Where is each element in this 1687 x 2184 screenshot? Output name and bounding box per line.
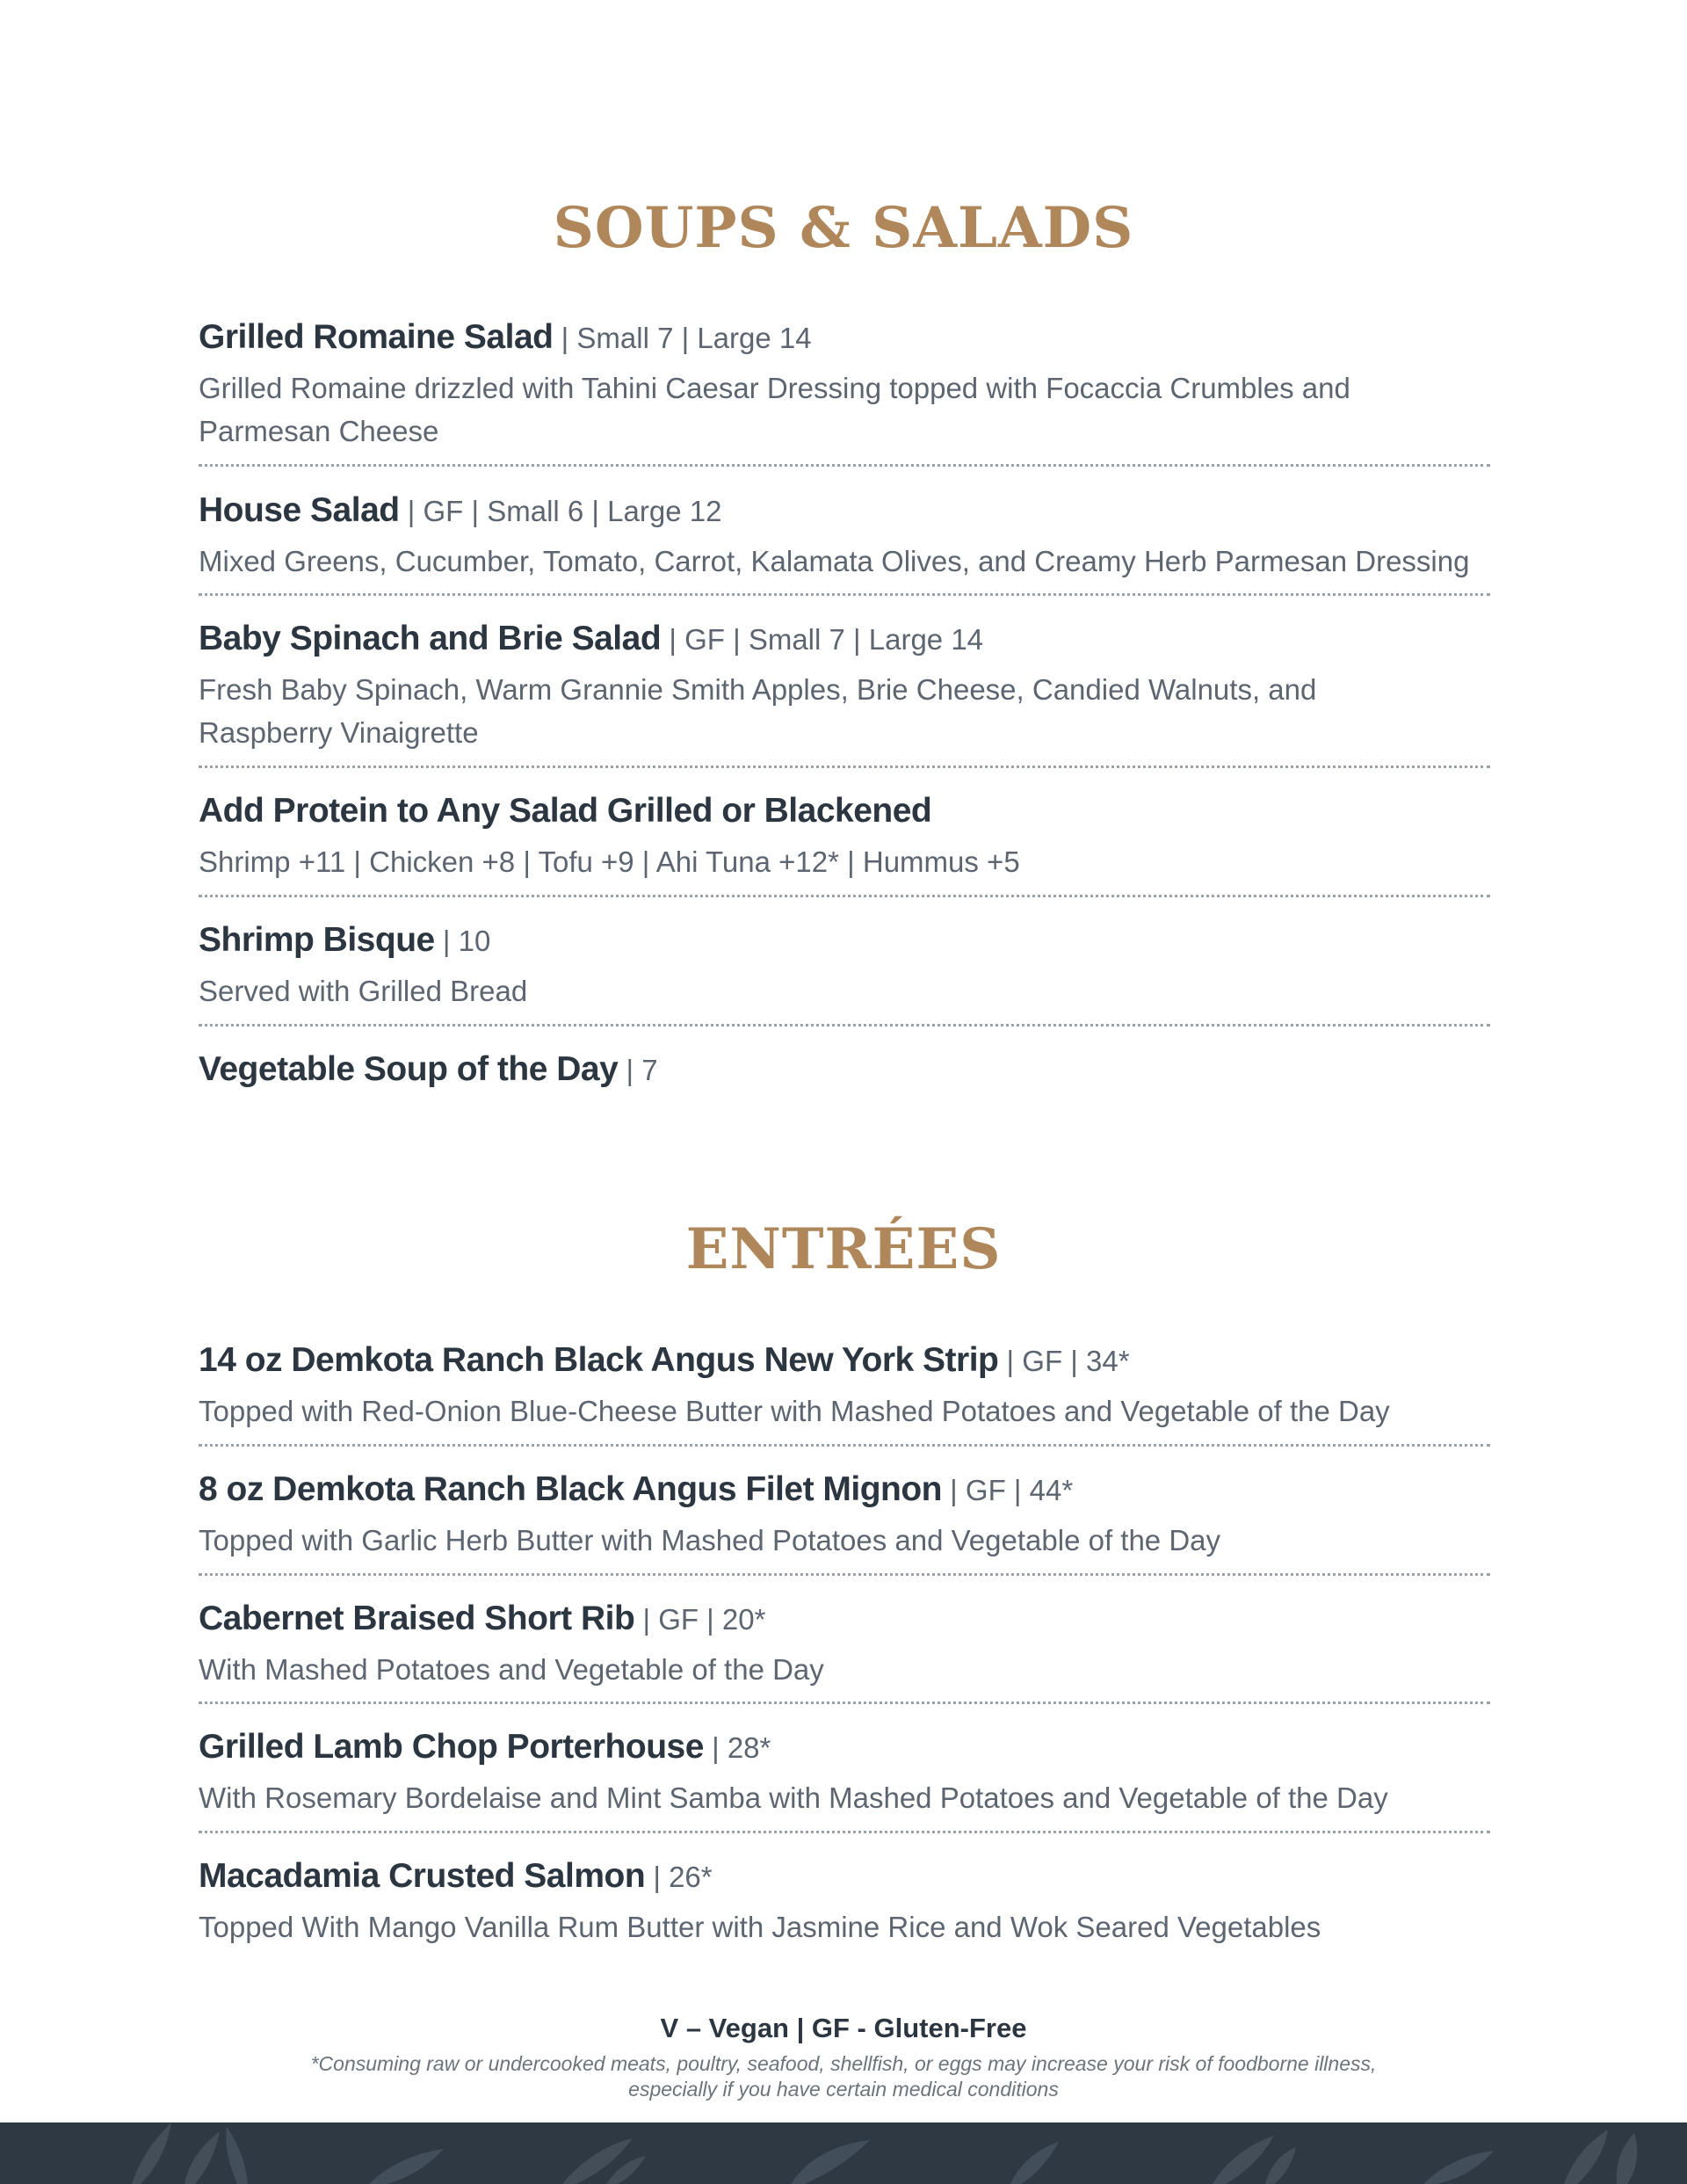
- food-safety-disclaimer: [264, 2051, 1423, 2102]
- dietary-legend: V – Vegan | GF - Gluten-Free: [660, 2013, 1027, 2043]
- entrees-title: ENTRÉES: [685, 1216, 1002, 1282]
- item-description-line: Topped with Garlic Herb Butter with Mashed Potatoes and Vegetable of the Day: [199, 1524, 1221, 1556]
- item-price: | 7: [618, 1054, 658, 1086]
- item-price: | GF | Small 6 | Large 12: [399, 495, 722, 527]
- item-price: | Small 7 | Large 14: [553, 322, 812, 354]
- item-price: | GF | 20*: [634, 1603, 766, 1636]
- item-price: | GF | 44*: [942, 1474, 1074, 1506]
- menu-item: [199, 919, 1490, 1012]
- item-price: | GF | Small 7 | Large 14: [661, 623, 984, 656]
- item-description: [199, 840, 1490, 883]
- item-name: Baby Spinach and Brie Salad: [199, 620, 662, 657]
- item-name: 14 oz Demkota Ranch Black Angus New York Strip: [199, 1341, 999, 1379]
- item-name: Macadamia Crusted Salmon: [199, 1857, 646, 1895]
- dotted-divider: [199, 593, 1490, 596]
- menu-item: [199, 790, 1490, 883]
- item-price: | 28*: [703, 1731, 771, 1764]
- menu-item: [199, 1048, 1490, 1098]
- item-description: [199, 366, 1490, 453]
- item-price: | GF | 34*: [998, 1345, 1130, 1377]
- item-description-line: Topped With Mango Vanilla Rum Butter with Jasmine Rice and Wok Seared Vegetables: [199, 1911, 1321, 1943]
- item-description-line: With Mashed Potatoes and Vegetable of the Day: [199, 1653, 824, 1686]
- item-price: | 26*: [645, 1861, 713, 1893]
- dotted-divider: [199, 1573, 1490, 1576]
- item-description-line: With Rosemary Bordelaise and Mint Samba with Mashed Potatoes and Vegetable of the Day: [199, 1781, 1388, 1814]
- menu-item: [199, 1339, 1490, 1433]
- dotted-divider: [199, 895, 1490, 897]
- item-description: [199, 1776, 1490, 1819]
- item-name: Cabernet Braised Short Rib: [199, 1600, 635, 1637]
- item-name: House Salad: [199, 491, 400, 529]
- dotted-divider: [199, 1701, 1490, 1704]
- menu-item: [199, 1726, 1490, 1819]
- item-description-line: Mixed Greens, Cucumber, Tomato, Carrot, Kalamata Olives, and Creamy Herb Parmesan Dressing: [199, 545, 1470, 577]
- dotted-divider: [199, 1444, 1490, 1447]
- item-description: [199, 668, 1490, 754]
- item-name: 8 oz Demkota Ranch Black Angus Filet Mignon: [199, 1470, 943, 1508]
- item-description-line: Served with Grilled Bread: [199, 975, 528, 1007]
- item-description-line: Shrimp +11 | Chicken +8 | Tofu +9 | Ahi Tuna +12* | Hummus +5: [199, 845, 1020, 878]
- item-price: | 10: [434, 925, 491, 957]
- item-description: [199, 1648, 1490, 1691]
- item-description: [199, 1519, 1490, 1562]
- leaf-pattern-icon: [0, 2122, 1687, 2184]
- disclaimer-line: *Consuming raw or undercooked meats, poultry, seafood, shellfish, or eggs may increase your risk of foodborne illness,: [310, 2052, 1377, 2075]
- item-description-line: Parmesan Cheese: [199, 415, 439, 447]
- dotted-divider: [199, 464, 1490, 467]
- footer-band: [0, 2122, 1687, 2184]
- dotted-divider: [199, 1024, 1490, 1027]
- menu-item: [199, 316, 1490, 453]
- item-name: Grilled Lamb Chop Porterhouse: [199, 1728, 704, 1766]
- menu-item: [199, 1469, 1490, 1562]
- item-description: [199, 969, 1490, 1012]
- dotted-divider: [199, 765, 1490, 768]
- item-name: Grilled Romaine Salad: [199, 318, 554, 356]
- item-description: [199, 540, 1490, 583]
- item-name: Add Protein to Any Salad Grilled or Blackened: [199, 792, 932, 830]
- item-description-line: Fresh Baby Spinach, Warm Grannie Smith Apples, Brie Cheese, Candied Walnuts, and: [199, 673, 1317, 706]
- item-description-line: Topped with Red-Onion Blue-Cheese Butter with Mashed Potatoes and Vegetable of the Day: [199, 1395, 1390, 1427]
- item-description-line: Raspberry Vinaigrette: [199, 716, 479, 749]
- menu-item: [199, 1598, 1490, 1691]
- menu-item: [199, 490, 1490, 583]
- soups-salads-title: SOUPS & SALADS: [553, 195, 1134, 261]
- menu-item: [199, 1855, 1490, 1948]
- dotted-divider: [199, 1831, 1490, 1833]
- item-description: [199, 1389, 1490, 1433]
- item-description-line: Grilled Romaine drizzled with Tahini Caesar Dressing topped with Focaccia Crumbles and: [199, 372, 1350, 404]
- menu-item: [199, 618, 1490, 754]
- item-name: Shrimp Bisque: [199, 921, 435, 959]
- item-name: Vegetable Soup of the Day: [199, 1050, 619, 1088]
- disclaimer-line: especially if you have certain medical conditions: [628, 2078, 1059, 2101]
- item-description: [199, 1905, 1490, 1948]
